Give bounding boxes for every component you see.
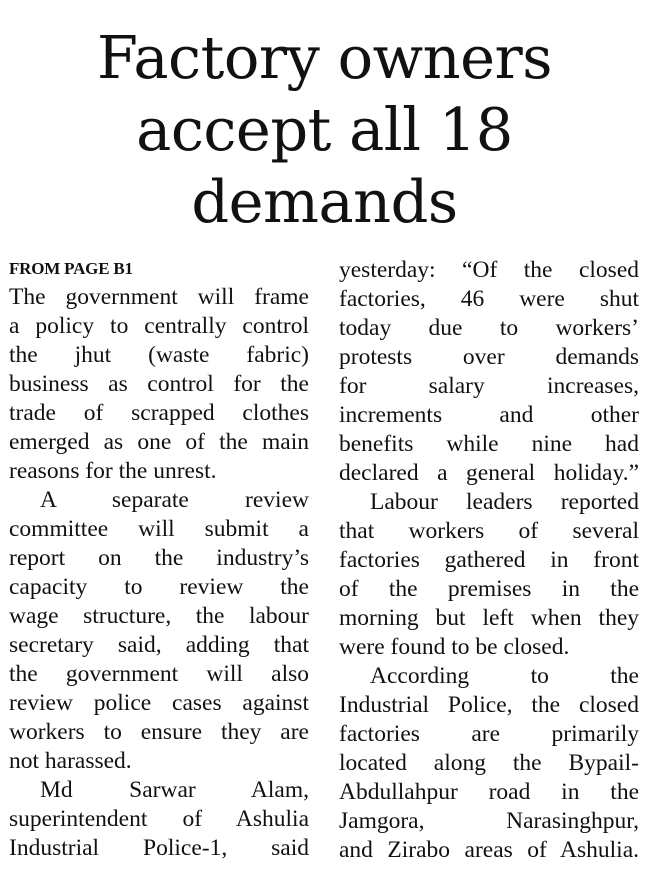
- text-line: emerged as one of the main: [9, 429, 309, 455]
- text-line: reasons for the unrest.: [9, 458, 217, 484]
- paragraph: [9, 776, 309, 863]
- text-line: capacity to review the: [9, 574, 309, 600]
- text-line: the government will also: [9, 661, 309, 687]
- text-line: superintendent of Ashulia: [9, 806, 309, 832]
- text-line: morning but left when they: [339, 605, 639, 631]
- text-line: trade of scrapped clothes: [9, 400, 309, 426]
- text-line: The government will frame: [9, 284, 309, 310]
- paragraph: [339, 256, 639, 488]
- text-line: secretary said, adding that: [9, 632, 309, 658]
- text-line: factories, 46 were shut: [339, 286, 639, 312]
- headline-line: demands: [191, 167, 458, 236]
- text-line: a policy to centrally control: [9, 313, 309, 339]
- text-line: protests over demands: [339, 344, 639, 370]
- headline: [0, 22, 649, 238]
- text-line: of the premises in the: [339, 576, 639, 602]
- headline-line: Factory owners: [96, 23, 553, 92]
- text-line: wage structure, the labour: [9, 603, 309, 629]
- text-line: for salary increases,: [339, 373, 639, 399]
- text-line: Industrial Police, the closed: [339, 692, 639, 718]
- headline-line: accept all 18: [136, 95, 513, 164]
- text-line: declared a general holiday.”: [339, 460, 639, 486]
- text-line: Jamgora, Narasinghpur,: [339, 808, 639, 834]
- text-line: business as control for the: [9, 371, 309, 397]
- text-line: benefits while nine had: [339, 431, 639, 457]
- text-line: yesterday: “Of the closed: [339, 257, 639, 283]
- text-line: workers to ensure they are: [9, 719, 309, 745]
- text-line: that workers of several: [339, 518, 639, 544]
- text-line: committee will submit a: [9, 516, 309, 542]
- paragraph: [9, 283, 309, 486]
- text-line: Abdullahpur road in the: [339, 779, 639, 805]
- text-line: A separate review: [40, 487, 309, 513]
- article-column-left: [9, 256, 309, 863]
- paragraph: [339, 662, 639, 865]
- text-line: located along the Bypail-: [339, 750, 639, 776]
- text-line: were found to be closed.: [339, 634, 570, 660]
- text-line: and Zirabo areas of Ashulia.: [339, 837, 639, 863]
- text-line: According to the: [370, 663, 639, 689]
- text-line: Industrial Police-1, said: [9, 835, 309, 861]
- paragraph: [339, 488, 639, 662]
- text-line: factories are primarily: [339, 721, 639, 747]
- text-line: not harassed.: [9, 748, 132, 774]
- text-line: factories gathered in front: [339, 547, 639, 573]
- text-line: Md Sarwar Alam,: [40, 777, 309, 803]
- from-page-kicker: FROM PAGE B1: [9, 259, 133, 278]
- text-line: the jhut (waste fabric): [9, 342, 309, 368]
- text-line: review police cases against: [9, 690, 309, 716]
- paragraph: [9, 486, 309, 776]
- text-line: today due to workers’: [339, 315, 639, 341]
- text-line: Labour leaders reported: [370, 489, 639, 515]
- article-column-right: [339, 256, 639, 865]
- text-line: increments and other: [339, 402, 639, 428]
- text-line: report on the industry’s: [9, 545, 309, 571]
